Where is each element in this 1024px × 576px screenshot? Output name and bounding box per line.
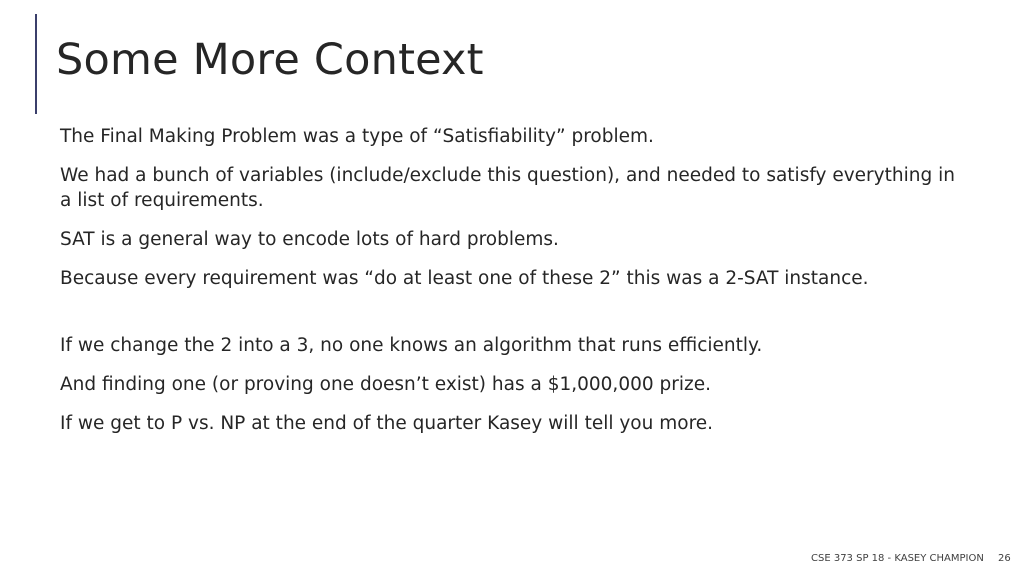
- body-paragraph: And finding one (or proving one doesn’t exist) has a $1,000,000 prize.: [60, 374, 711, 395]
- footer-course-label: CSE 373 SP 18 - KASEY CHAMPION: [811, 553, 984, 564]
- slide-body: [60, 124, 960, 450]
- body-paragraph: If we change the 2 into a 3, no one knows an algorithm that runs efficiently.: [60, 335, 763, 356]
- body-paragraph: We had a bunch of variables (include/exclude this question), and needed to satisfy everything in a list of requirements.: [60, 165, 955, 211]
- body-paragraph: Because every requirement was “do at least one of these 2” this was a 2-SAT instance.: [60, 268, 869, 289]
- page-number: 26: [998, 553, 1011, 564]
- slide-title: Some More Context: [56, 35, 484, 85]
- body-paragraph: The Final Making Problem was a type of “Satisfiability” problem.: [60, 126, 654, 147]
- title-accent-bar: [35, 14, 37, 114]
- body-paragraph: SAT is a general way to encode lots of hard problems.: [60, 229, 559, 250]
- body-paragraph: If we get to P vs. NP at the end of the quarter Kasey will tell you more.: [60, 413, 714, 434]
